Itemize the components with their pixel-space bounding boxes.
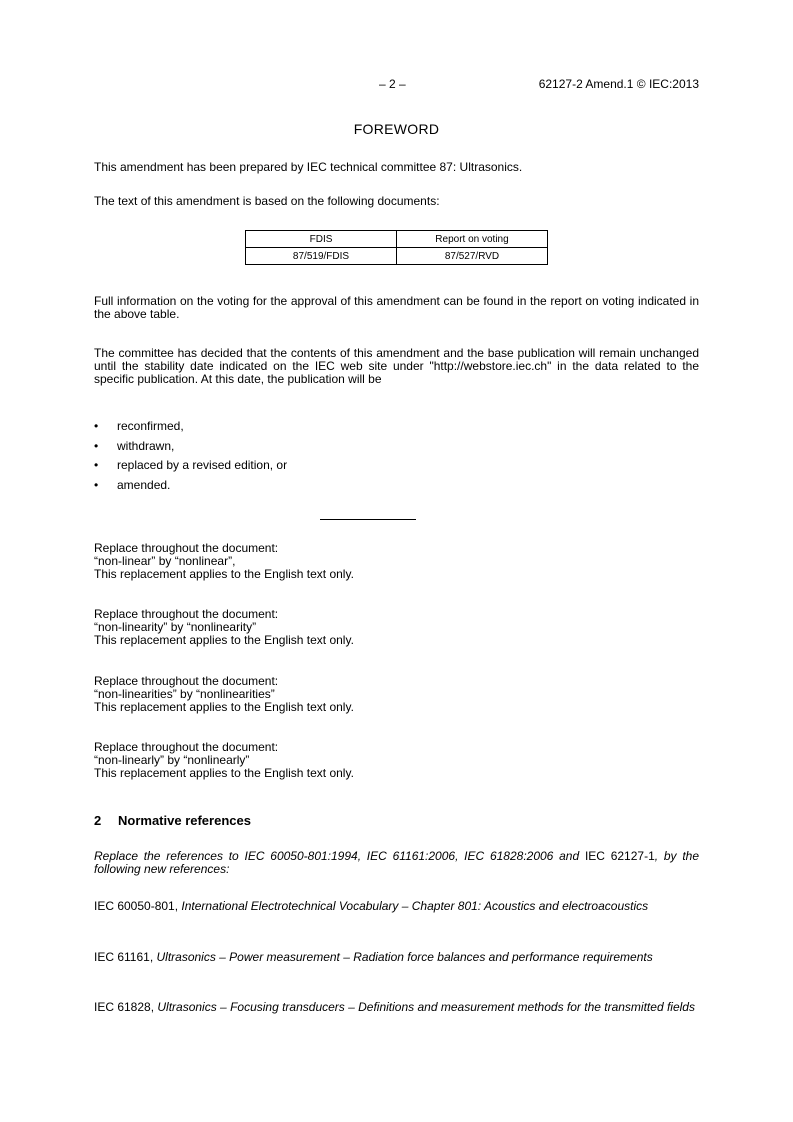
normative-reference bbox=[94, 900, 699, 913]
list-item: • reconfirmed, bbox=[94, 420, 287, 440]
normative-reference bbox=[94, 1001, 699, 1014]
normative-reference bbox=[94, 951, 699, 964]
replacement-scope: This replacement applies to the English text only. bbox=[94, 766, 354, 780]
reference-code: IEC 60050-801, bbox=[94, 899, 182, 913]
replacement-scope: This replacement applies to the English text only. bbox=[94, 633, 354, 647]
references-intro-tail: , by the following new references: bbox=[94, 849, 699, 876]
list-item: • amended. bbox=[94, 479, 287, 499]
publication-status-list bbox=[94, 420, 287, 498]
document-page bbox=[94, 0, 699, 1122]
replacement-terms: “non-linearity” by “nonlinearity” bbox=[94, 620, 257, 634]
section-title: Normative references bbox=[118, 813, 251, 828]
replacement-scope: This replacement applies to the English text only. bbox=[94, 567, 354, 581]
voting-table-header-fdis: FDIS bbox=[246, 231, 397, 248]
replacement-block bbox=[94, 675, 699, 714]
voting-info-paragraph: Full information on the voting for the approval of this amendment can be found in the report on voting indicated in the above table. bbox=[94, 294, 699, 321]
section-number: 2 bbox=[94, 813, 102, 828]
voting-table-cell-fdis: 87/519/FDIS bbox=[246, 248, 397, 265]
voting-table-header-row bbox=[246, 231, 548, 248]
page-number: – 2 – bbox=[379, 77, 406, 91]
reference-code: IEC 61828, bbox=[94, 1000, 158, 1014]
stability-date-paragraph: The committee has decided that the contents of this amendment and the base publication will remain unchanged until the stability date indicated on the IEC web site under "http://webstore.iec.ch" in the data related to the specific publication. At this date, the publication will be bbox=[94, 346, 699, 386]
reference-title: Ultrasonics – Power measurement – Radiation force balances and performance requirements bbox=[156, 950, 653, 964]
references-intro-ref: IEC 62127-1 bbox=[584, 849, 655, 863]
references-intro-italic: Replace the references to IEC 60050-801:1994, IEC 61161:2006, IEC 61828:2006 and bbox=[94, 849, 580, 863]
voting-table-header-rvd: Report on voting bbox=[397, 231, 548, 248]
replacement-block bbox=[94, 542, 699, 581]
voting-table bbox=[245, 230, 548, 265]
reference-code: IEC 61161, bbox=[94, 950, 157, 964]
separator-line bbox=[320, 519, 416, 520]
list-item: • replaced by a revised edition, or bbox=[94, 459, 287, 479]
voting-table-row bbox=[246, 248, 548, 265]
replacement-terms: “non-linearities” by “nonlinearities” bbox=[94, 687, 275, 701]
replacement-block bbox=[94, 608, 699, 647]
replacement-block bbox=[94, 741, 699, 780]
voting-table-cell-rvd: 87/527/RVD bbox=[397, 248, 548, 265]
document-reference: 62127-2 Amend.1 © IEC:2013 bbox=[538, 77, 699, 91]
foreword-title: FOREWORD bbox=[353, 121, 440, 137]
replacement-instruction: Replace throughout the document: bbox=[94, 740, 279, 754]
replacement-terms: “non-linear” by “nonlinear”, bbox=[94, 554, 236, 568]
replacement-terms: “non-linearly” by “nonlinearly” bbox=[94, 753, 250, 767]
replacement-instruction: Replace throughout the document: bbox=[94, 541, 279, 555]
list-item: • withdrawn, bbox=[94, 440, 287, 460]
references-intro bbox=[94, 850, 699, 876]
reference-title: International Electrotechnical Vocabulary – Chapter 801: Acoustics and electroacoustics bbox=[181, 899, 649, 913]
replacement-instruction: Replace throughout the document: bbox=[94, 674, 279, 688]
section-heading bbox=[94, 813, 251, 828]
foreword-documents-paragraph: The text of this amendment is based on the following documents: bbox=[94, 194, 440, 208]
replacement-instruction: Replace throughout the document: bbox=[94, 607, 279, 621]
foreword-committee-paragraph: This amendment has been prepared by IEC technical committee 87: Ultrasonics. bbox=[94, 160, 523, 174]
page-header bbox=[94, 77, 699, 93]
replacement-scope: This replacement applies to the English text only. bbox=[94, 700, 354, 714]
reference-title: Ultrasonics – Focusing transducers – Definitions and measurement methods for the transmitted fields bbox=[157, 1000, 695, 1014]
